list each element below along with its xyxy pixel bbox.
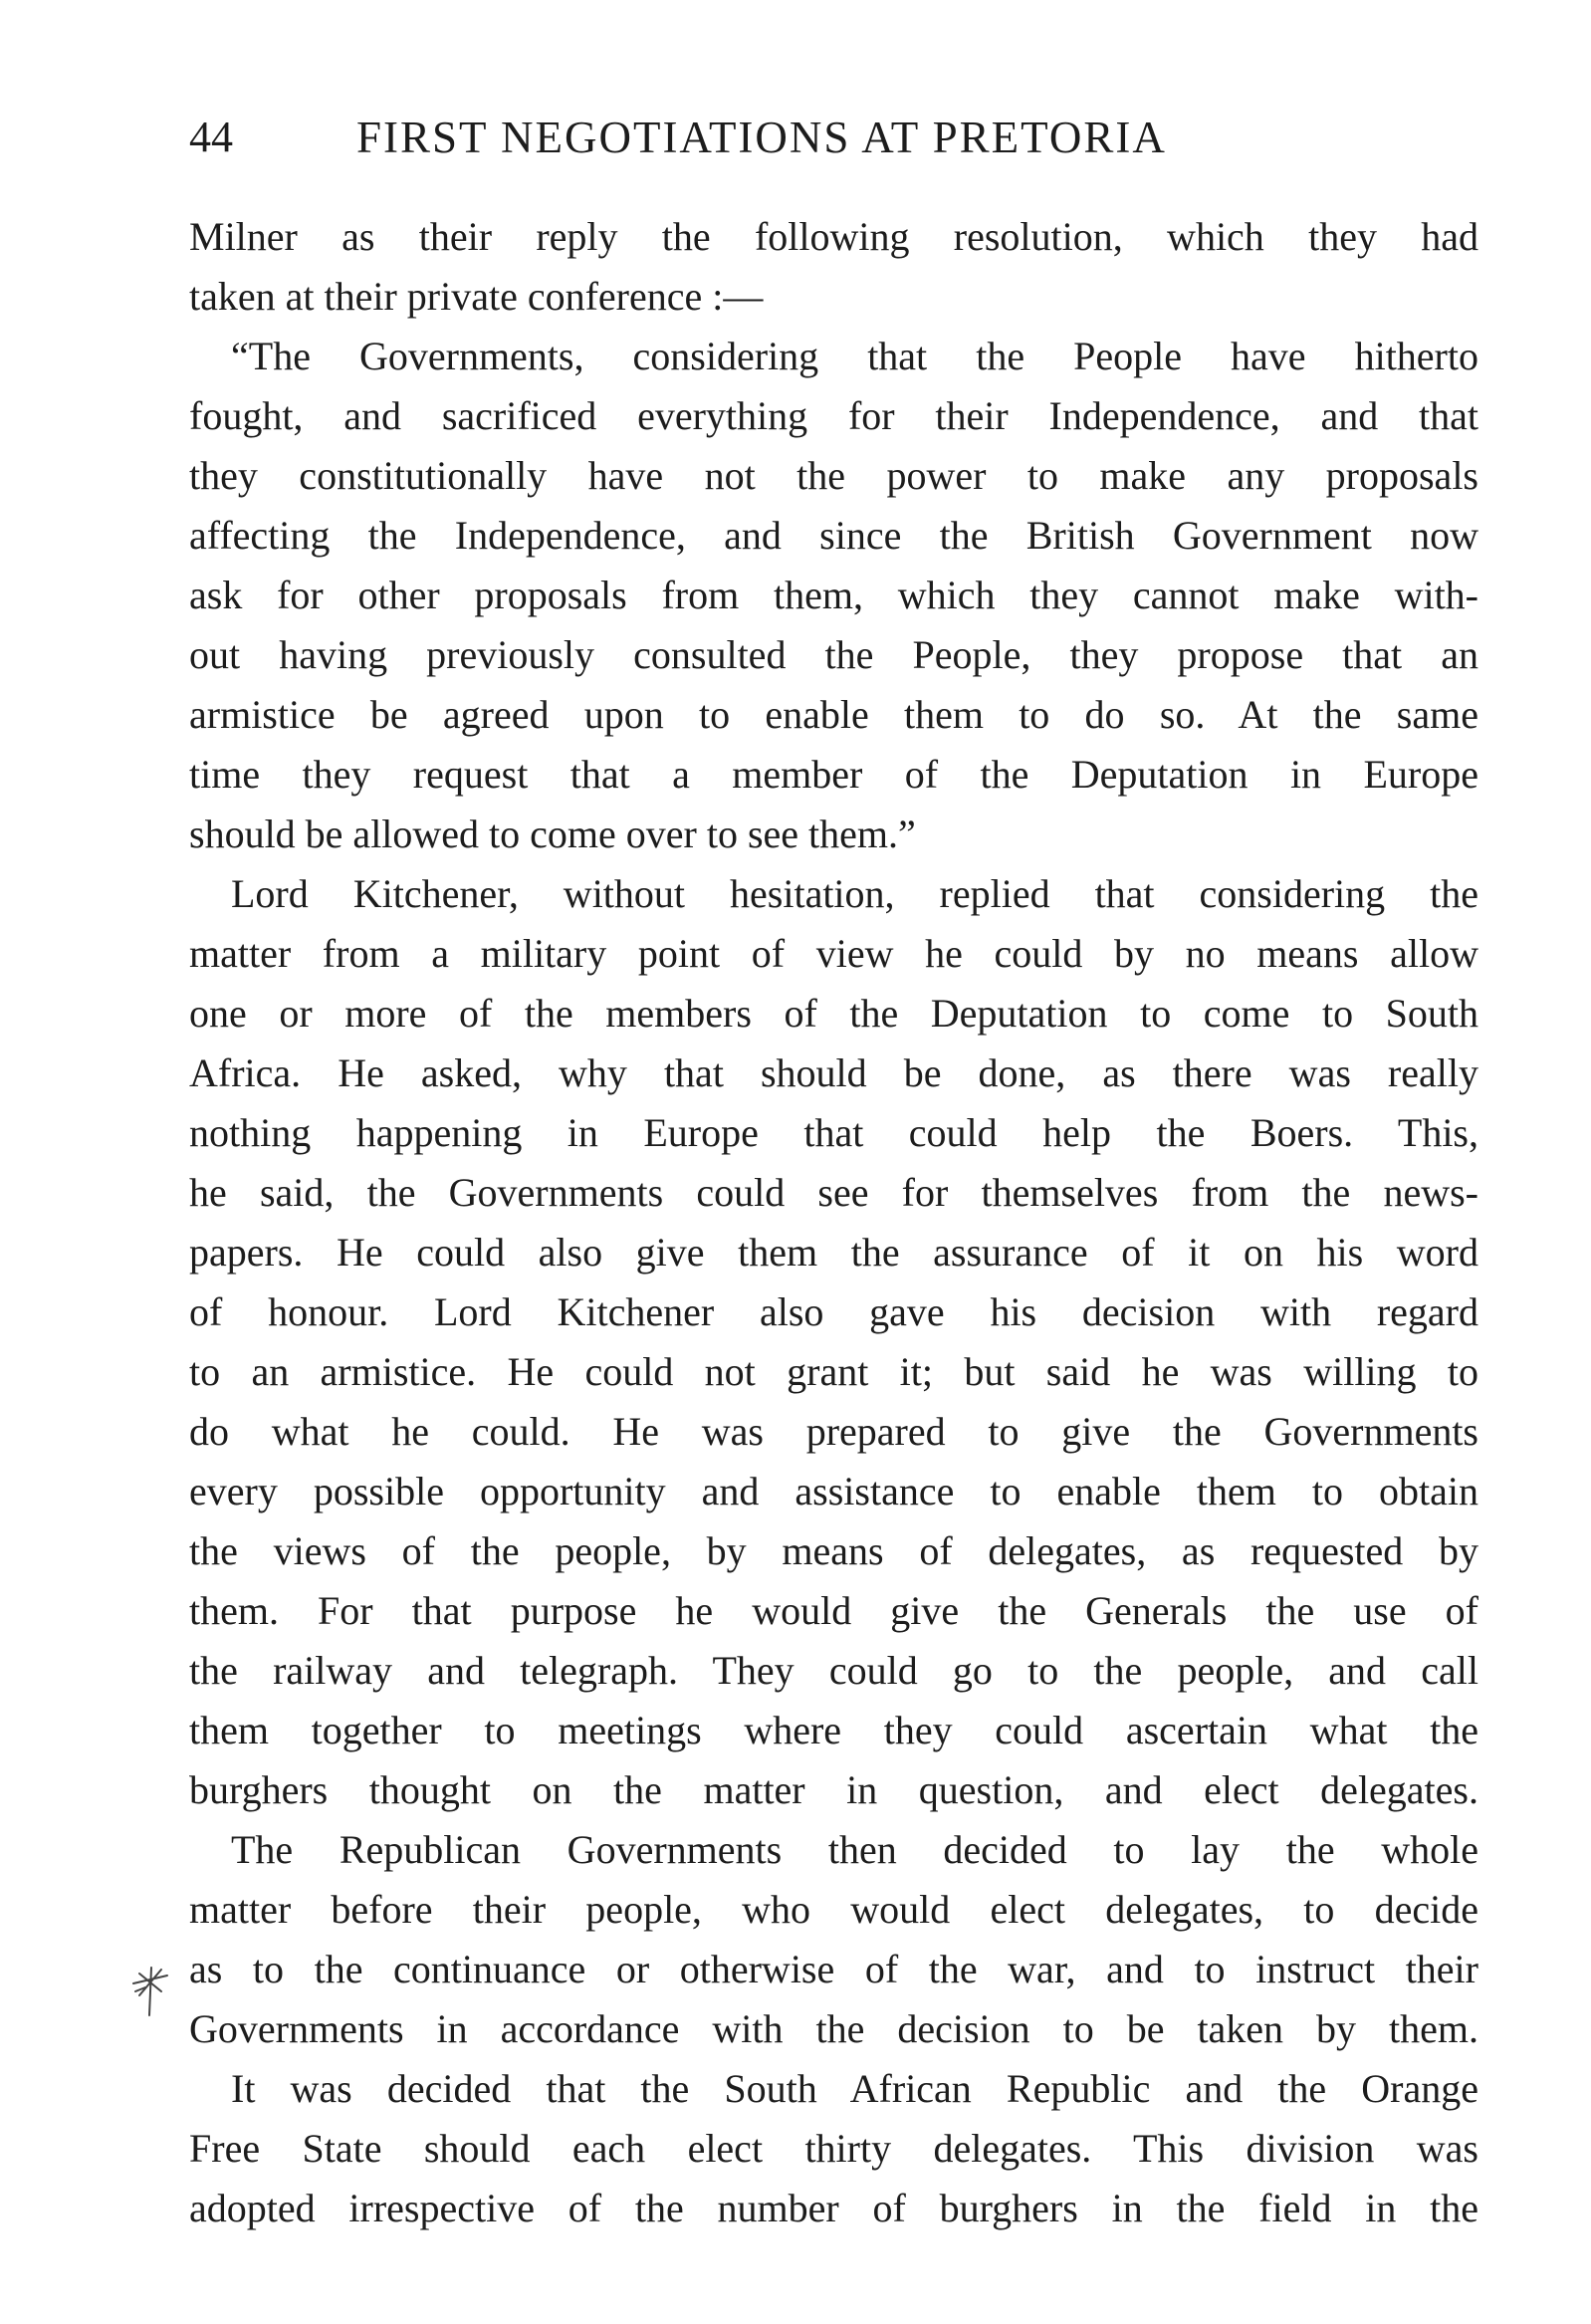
text-line: out having previously consulted the People, they propose that an bbox=[189, 632, 1478, 677]
text-line: matter from a military point of view he could by no means allow bbox=[189, 931, 1478, 976]
page-header bbox=[189, 108, 1314, 167]
text-line: It was decided that the South African Republic and the Orange bbox=[231, 2066, 1478, 2111]
text-line: he said, the Governments could see for themselves from the news- bbox=[189, 1170, 1478, 1215]
text-line: every possible opportunity and assistance to enable them to obtain bbox=[189, 1469, 1478, 1513]
text-line: “The Governments, considering that the People have hitherto bbox=[231, 334, 1478, 378]
text-line: Lord Kitchener, without hesitation, replied that considering the bbox=[231, 871, 1478, 916]
text-line: papers. He could also give them the assurance of it on his word bbox=[189, 1230, 1478, 1275]
text-line: burghers thought on the matter in question, and elect delegates. bbox=[189, 1767, 1478, 1812]
page-number: 44 bbox=[189, 113, 233, 161]
text-line: do what he could. He was prepared to give the Governments bbox=[189, 1409, 1478, 1454]
text-line: they constitutionally have not the power to make any proposals bbox=[189, 453, 1478, 498]
text-line: time they request that a member of the Deputation in Europe bbox=[189, 752, 1478, 797]
asterisk-pencil-mark-icon bbox=[125, 1962, 173, 2021]
text-line: as to the continuance or otherwise of the war, and to instruct their bbox=[189, 1947, 1478, 1991]
text-line: The Republican Governments then decided to lay the whole bbox=[231, 1827, 1478, 1872]
text-line: fought, and sacrificed everything for their Independence, and that bbox=[189, 393, 1478, 438]
text-line: affecting the Independence, and since the British Government now bbox=[189, 513, 1478, 558]
text-line: of honour. Lord Kitchener also gave his decision with regard bbox=[189, 1289, 1478, 1334]
running-title: FIRST NEGOTIATIONS AT PRETORIA bbox=[356, 113, 1167, 162]
text-line: to an armistice. He could not grant it; but said he was willing to bbox=[189, 1349, 1478, 1394]
text-line: armistice be agreed upon to enable them to do so. At the same bbox=[189, 692, 1478, 737]
text-line: matter before their people, who would elect delegates, to decide bbox=[189, 1887, 1478, 1932]
text-line: Africa. He asked, why that should be done, as there was really bbox=[189, 1050, 1478, 1095]
text-line: the railway and telegraph. They could go to the people, and call bbox=[189, 1648, 1478, 1693]
text-line: one or more of the members of the Deputation to come to South bbox=[189, 991, 1478, 1036]
text-line: the views of the people, by means of delegates, as requested by bbox=[189, 1528, 1478, 1573]
text-line: them together to meetings where they could ascertain what the bbox=[189, 1708, 1478, 1752]
body-text bbox=[189, 207, 1478, 2238]
text-line: should be allowed to come over to see them.” bbox=[189, 812, 916, 856]
text-line: taken at their private conference :— bbox=[189, 274, 764, 319]
text-line: adopted irrespective of the number of burghers in the field in the bbox=[189, 2186, 1478, 2230]
text-line: ask for other proposals from them, which they cannot make with- bbox=[189, 573, 1478, 617]
text-line: Milner as their reply the following resolution, which they had bbox=[189, 214, 1478, 259]
text-line: nothing happening in Europe that could help the Boers. This, bbox=[189, 1110, 1478, 1155]
text-line: Governments in accordance with the decision to be taken by them. bbox=[189, 2006, 1478, 2051]
text-line: Free State should each elect thirty delegates. This division was bbox=[189, 2126, 1478, 2171]
text-line: them. For that purpose he would give the Generals the use of bbox=[189, 1588, 1478, 1633]
